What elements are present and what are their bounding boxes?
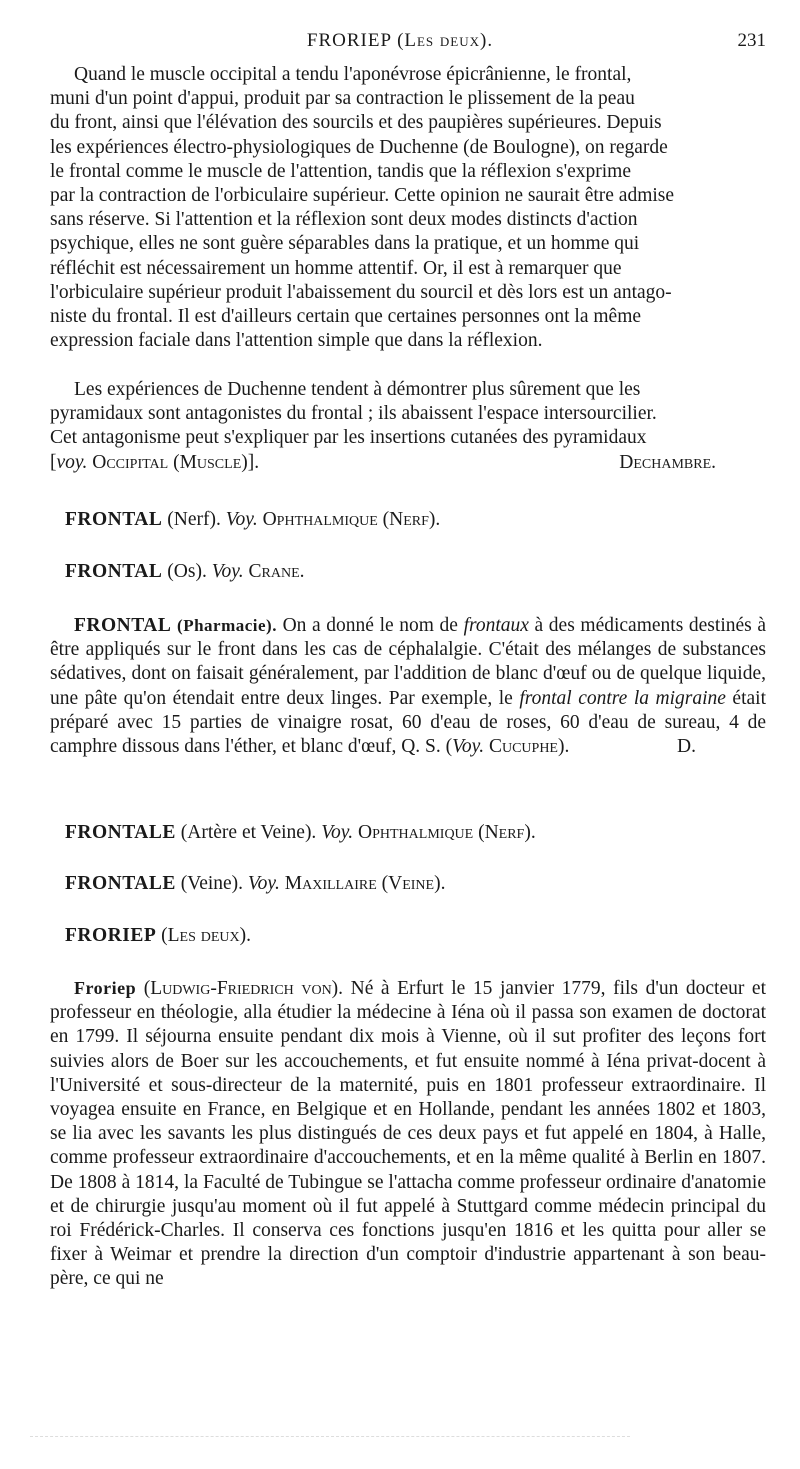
- headword: FRONTAL: [74, 615, 172, 636]
- text-line: réfléchit est nécessairement un homme attentif. Or, il est à remarquer que: [50, 257, 622, 279]
- cross-reference: Ophthalmique (Nerf).: [262, 509, 441, 530]
- cross-reference: Cucuphe).: [488, 736, 570, 758]
- qualifier: (Os).: [167, 561, 207, 582]
- cross-reference: Occipital (Muscle)].: [92, 451, 260, 473]
- running-title-main: FRORIEP: [306, 30, 392, 51]
- biography-body: Né à Erfurt le 15 janvier 1779, fils d'un docteur et professeur en théologie, alla étudier la médecine à Iéna où il passa son examen de doctorat en 1799. Il séjourna ensuite pendant dix mois à Vienne, où il sut profiter des leçons fort suivies alors de Boer sur les accouchements, et fut ensuite nommé à Iéna privat-docent à l'Université et sous-directeur de la maternité, puis en 1801 professeur extraordinaire. Il voyagea ensuite en France, en Belgique et en Hollande, pendant les années 1802 et 1803, se lia avec les savants les plus distingués de ces deux pays et fut appelé en 1804, à Halle, comme professeur extraordinaire d'accouchements, et en la même qualité à Berlin en 1807. De 1808 à 1814, la Faculté de Tubingue se l'attacha comme professeur ordinaire d'anatomie et de chirurgie jusqu'au moment où il fut appelé à Stuttgard comme médecin principal du roi Frédérick-Charles. Il conserva ces fonctions jusqu'en 1816 et les quitta pour aller se fixer à Weimar et prendre la direction d'un comptoir d'industrie appartenant à son beau-père, ce qui ne: [50, 978, 766, 1290]
- qualifier: (Artère et Veine).: [180, 822, 317, 843]
- voy-label: Voy.: [225, 509, 258, 530]
- text-run: était préparé avec 15 parties de vinaigre rosat, 60 d'eau de roses, 60 d'eau de sureau, 4 de camphre dissous dans l'éther, et blanc d'œuf, Q. S. (: [50, 687, 766, 758]
- text-line: les expériences électro-physiologiques de Duchenne (de Boulogne), on regarde: [50, 136, 668, 158]
- cross-reference: Ophthalmique (Nerf).: [358, 822, 536, 843]
- headword: FRONTALE: [65, 822, 176, 843]
- pharmacie-paragraph: [50, 614, 766, 759]
- cross-reference: Maxillaire (Veine).: [284, 873, 446, 894]
- voy-label: Voy.: [321, 822, 354, 843]
- scan-artifact-line: [30, 1436, 630, 1439]
- text-line: pyramidaux sont antagonistes du frontal ; ils abaissent l'espace intersourcilier.: [50, 403, 657, 425]
- text-line: Cet antagonisme peut s'expliquer par les insertions cutanées des pyramidaux: [50, 427, 647, 449]
- entry-frontale-veine: [65, 872, 445, 896]
- author-signature: D.: [677, 736, 696, 758]
- text-line: par la contraction de l'orbiculaire supérieur. Cette opinion ne saurait être admise: [50, 185, 675, 207]
- italic-term: frontal contre la migraine: [519, 687, 726, 709]
- running-title-sub: (Les deux).: [397, 30, 494, 51]
- text-line: psychique, elles ne sont guère séparables dans la pratique, et un homme qui: [50, 233, 640, 255]
- duchenne-paragraph: [50, 378, 766, 475]
- pharmacie-text: [50, 614, 766, 759]
- text-run: On a donné le nom de: [276, 615, 464, 636]
- froriep-biography: [50, 976, 766, 1292]
- running-header: [0, 30, 800, 54]
- text-run: à des médicaments destinés à être appliqués sur le front dans les cas de céphalalgie. C'était des mélanges de substances sédatives, dont on faisait généralement, par l'addition de blanc d'œuf ou de quelque liquide, une pâte qu'on étendait entre deux linges. Par exemple, le: [50, 615, 766, 709]
- headword: FRONTAL: [65, 561, 163, 582]
- voy-label: Voy.: [211, 561, 244, 582]
- biography-text: [50, 976, 766, 1292]
- running-title: [0, 30, 800, 52]
- text-line: expression faciale dans l'attention simple que dans la réflexion.: [50, 330, 543, 352]
- text-line: du front, ainsi que l'élévation des sourcils et des paupières supérieures. Depuis: [50, 112, 662, 134]
- cross-reference: Crane.: [248, 561, 305, 582]
- qualifier: (Veine).: [180, 873, 244, 894]
- voy-label: Voy.: [452, 736, 485, 758]
- entry-frontale-artere: [65, 821, 536, 845]
- bracket-open: [: [50, 451, 57, 473]
- biography-given-names: (Ludwig-Friedrich von).: [143, 978, 344, 999]
- headword: FRORIEP: [65, 925, 157, 946]
- qualifier: (Pharmacie).: [177, 616, 277, 635]
- text-line: niste du frontal. Il est d'ailleurs certain que certaines personnes ont la même: [50, 306, 642, 328]
- occipital-paragraph: [50, 63, 766, 353]
- italic-term: frontaux: [463, 615, 529, 636]
- qualifier: (Nerf).: [167, 509, 221, 530]
- entry-frontal-os: [65, 560, 305, 584]
- text-line: sans réserve. Si l'attention et la réflexion sont deux modes distincts d'action: [50, 209, 638, 231]
- headword: FRONTALE: [65, 873, 176, 894]
- text-line: l'orbiculaire supérieur produit l'abaissement du sourcil et dès lors est un antago-: [50, 281, 672, 303]
- text-line: le frontal comme le muscle de l'attention, tandis que la réflexion s'exprime: [50, 160, 632, 182]
- text-line: Les expériences de Duchenne tendent à démontrer plus sûrement que les: [74, 379, 641, 400]
- voy-label: voy.: [56, 451, 88, 473]
- entry-frontal-nerf: [65, 508, 440, 532]
- text-line: Quand le muscle occipital a tendu l'aponévrose épicrânienne, le frontal,: [74, 64, 632, 85]
- page-number: 231: [737, 30, 766, 51]
- text-line: muni d'un point d'appui, produit par sa contraction le plissement de la peau: [50, 88, 635, 110]
- entry-froriep: [65, 924, 251, 948]
- headword: FRONTAL: [65, 509, 163, 530]
- voy-label: Voy.: [247, 873, 280, 894]
- author-signature: Dechambre.: [619, 451, 716, 473]
- qualifier: (Les deux).: [161, 925, 251, 946]
- biography-name: Froriep: [74, 978, 137, 998]
- text-line-last: [50, 451, 766, 475]
